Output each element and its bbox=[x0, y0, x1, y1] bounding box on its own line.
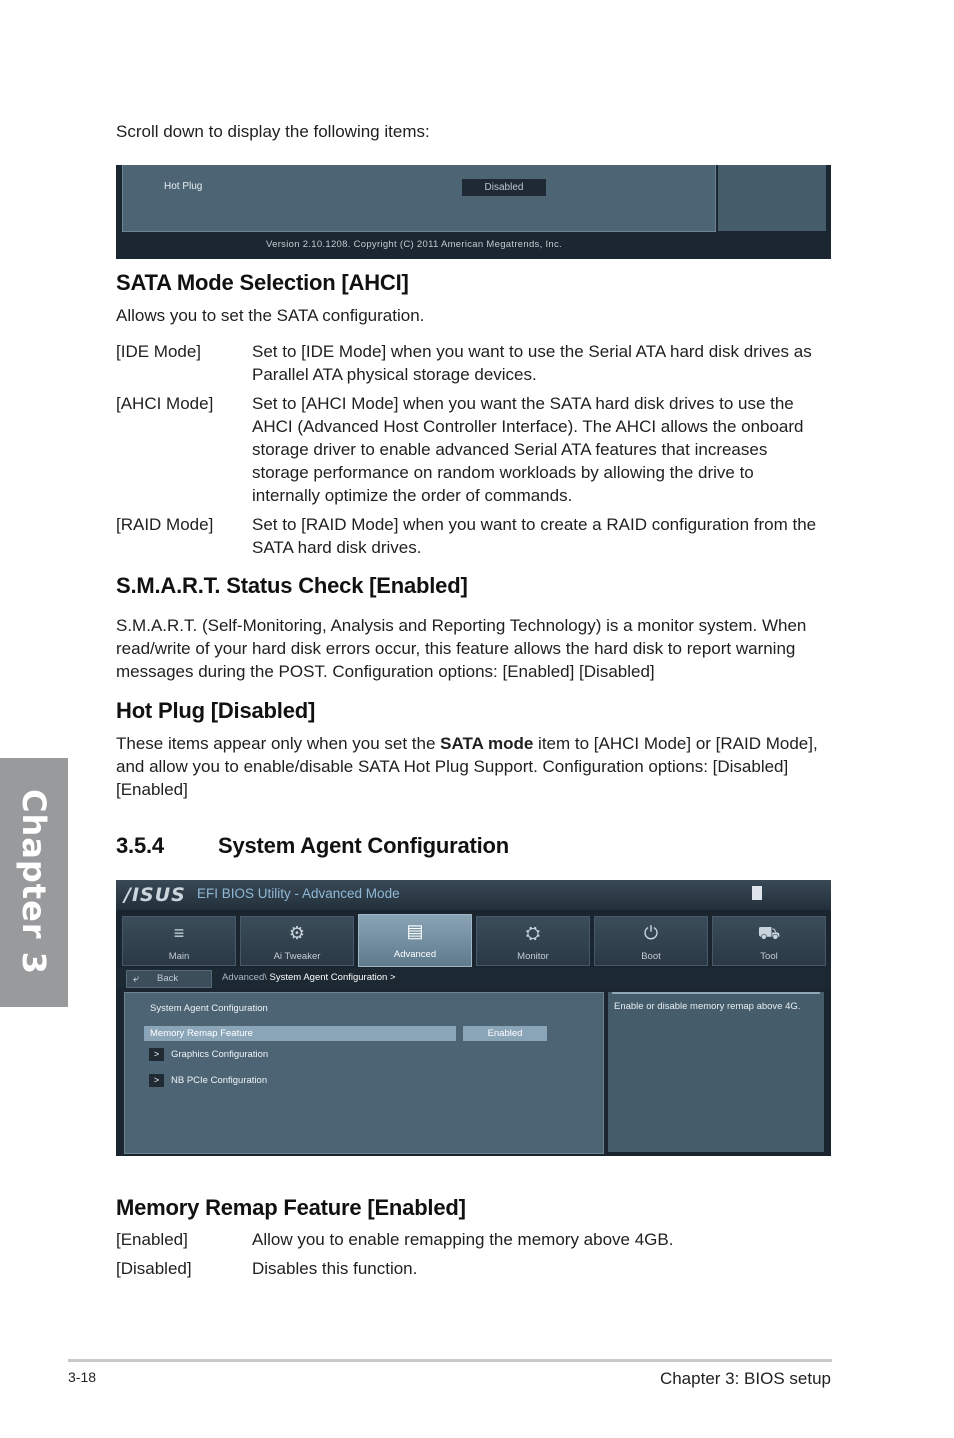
tab-label: Advanced bbox=[393, 949, 437, 960]
tab-advanced[interactable] bbox=[358, 914, 472, 967]
tab-main[interactable] bbox=[122, 916, 236, 966]
memory-remap-value[interactable]: Enabled bbox=[463, 1026, 547, 1041]
option-key: [Disabled] bbox=[116, 1259, 192, 1278]
option-key: [AHCI Mode] bbox=[116, 394, 214, 413]
memory-remap-item[interactable] bbox=[144, 1026, 456, 1041]
breadcrumb-parent[interactable]: Advanced\ bbox=[222, 972, 267, 983]
main-menu-icon: ≡ bbox=[173, 923, 185, 943]
bios-help-panel bbox=[608, 992, 824, 1152]
option-desc-line: SATA hard disk drives. bbox=[252, 538, 422, 557]
sata-mode-heading: SATA Mode Selection [AHCI] bbox=[116, 270, 409, 295]
monitor-icon: ⛭ bbox=[525, 923, 541, 943]
hot-plug-desc-line: and allow you to enable/disable SATA Hot Plug Support. Configuration options: [Disabled] bbox=[116, 757, 789, 776]
bios-screenshot-hotplug bbox=[116, 165, 831, 259]
bold-term: SATA mode bbox=[440, 734, 534, 753]
hot-plug-heading: Hot Plug [Disabled] bbox=[116, 698, 316, 723]
bios-screenshot-system-agent bbox=[116, 880, 831, 1156]
option-desc-line: Parallel ATA physical storage devices. bbox=[252, 365, 537, 384]
memory-remap-heading: Memory Remap Feature [Enabled] bbox=[116, 1195, 466, 1220]
option-desc-line: storage performance on random workloads by allowing the drive to bbox=[252, 463, 754, 482]
section-number: 3.5.4 bbox=[116, 833, 164, 858]
submenu-arrow-icon: > bbox=[149, 1074, 164, 1087]
back-label: Back bbox=[157, 973, 179, 984]
hot-plug-desc-line: [Enabled] bbox=[116, 780, 188, 799]
option-desc-line: Set to [AHCI Mode] when you want the SATA hard disk drives to use the bbox=[252, 394, 794, 413]
smart-desc-line: S.M.A.R.T. (Self-Monitoring, Analysis and Reporting Technology) is a monitor system. When bbox=[116, 616, 807, 635]
tab-tool[interactable] bbox=[712, 916, 826, 966]
intro-text: Scroll down to display the following items: bbox=[116, 122, 430, 141]
option-desc-line: internally optimize the order of commands. bbox=[252, 486, 573, 505]
hot-plug-desc-line bbox=[116, 732, 836, 755]
tweaker-icon: ⚙ bbox=[288, 923, 306, 943]
page-number: 3-18 bbox=[68, 1369, 97, 1385]
tab-label: Main bbox=[168, 951, 190, 962]
submenu-arrow-icon: > bbox=[149, 1048, 164, 1061]
tab-ai-tweaker[interactable] bbox=[240, 916, 354, 966]
submenu-label: Graphics Configuration bbox=[171, 1049, 269, 1060]
option-enabled bbox=[116, 1228, 832, 1251]
help-divider bbox=[612, 992, 820, 994]
breadcrumb-current: System Agent Configuration > bbox=[269, 972, 396, 983]
sata-mode-desc: Allows you to set the SATA configuration. bbox=[116, 306, 425, 325]
bios-help-panel bbox=[718, 165, 826, 231]
option-desc bbox=[252, 513, 832, 559]
option-desc-line: Set to [RAID Mode] when you want to create a RAID configuration from the bbox=[252, 515, 817, 534]
exit-icon[interactable] bbox=[752, 886, 762, 900]
option-desc bbox=[252, 392, 832, 507]
smart-heading: S.M.A.R.T. Status Check [Enabled] bbox=[116, 573, 468, 598]
footer-chapter-title: Chapter 3: BIOS setup bbox=[659, 1369, 831, 1388]
asus-logo: /ISUS bbox=[124, 884, 186, 906]
back-button[interactable] bbox=[126, 970, 212, 988]
option-desc-line: AHCI (Advanced Host Controller Interface). The AHCI allows the onboard bbox=[252, 417, 804, 436]
option-desc: Allow you to enable remapping the memory above 4GB. bbox=[252, 1230, 674, 1249]
option-desc bbox=[252, 340, 832, 386]
power-icon: ⏻ bbox=[643, 923, 659, 943]
smart-desc-line: messages during the POST. Configuration options: [Enabled] [Disabled] bbox=[116, 662, 655, 681]
advanced-icon: ▤ bbox=[406, 921, 424, 941]
hot-plug-desc bbox=[116, 732, 836, 801]
option-ahci-mode bbox=[116, 392, 832, 507]
breadcrumb bbox=[222, 972, 396, 983]
tab-label: Monitor bbox=[517, 951, 549, 962]
option-desc: Disables this function. bbox=[252, 1259, 418, 1278]
footer-divider bbox=[68, 1359, 832, 1362]
option-key: [RAID Mode] bbox=[116, 515, 214, 534]
submenu-label: NB PCIe Configuration bbox=[171, 1075, 268, 1086]
back-arrow-icon: ⤶ bbox=[133, 973, 140, 985]
item-label: Memory Remap Feature bbox=[150, 1028, 253, 1039]
option-disabled bbox=[116, 1257, 832, 1280]
option-desc-line: Set to [IDE Mode] when you want to use the Serial ATA hard disk drives as bbox=[252, 342, 812, 361]
bios-version-text: Version 2.10.1208. Copyright (C) 2011 American Megatrends, Inc. bbox=[266, 239, 562, 250]
bios-settings-panel bbox=[124, 992, 604, 1154]
option-key: [IDE Mode] bbox=[116, 342, 202, 361]
help-text: Enable or disable memory remap above 4G. bbox=[614, 1001, 801, 1012]
tab-monitor[interactable] bbox=[476, 916, 590, 966]
tool-icon: ⛟ bbox=[757, 923, 781, 943]
section-label: System Agent Configuration bbox=[150, 1003, 268, 1014]
option-desc-line: storage driver to enable advanced Serial ATA features that increases bbox=[252, 440, 768, 459]
bios-title: EFI BIOS Utility - Advanced Mode bbox=[197, 886, 400, 901]
text-run: These items appear only when you set the bbox=[116, 734, 441, 753]
bios-item-hot-plug-value[interactable]: Disabled bbox=[462, 179, 546, 196]
text-run: item to [AHCI Mode] or [RAID Mode], bbox=[533, 734, 818, 753]
tab-label: Boot bbox=[641, 951, 661, 962]
bios-settings-panel bbox=[122, 165, 716, 232]
bios-item-hot-plug[interactable]: Hot Plug bbox=[164, 181, 203, 192]
smart-desc bbox=[116, 614, 832, 683]
tab-label: Ai Tweaker bbox=[273, 951, 321, 962]
option-key: [Enabled] bbox=[116, 1230, 188, 1249]
option-ide-mode bbox=[116, 340, 832, 386]
chapter-tab-label: Chapter 3 bbox=[15, 789, 53, 975]
tab-boot[interactable] bbox=[594, 916, 708, 966]
chapter-side-tab bbox=[0, 758, 68, 1007]
smart-desc-line: read/write of your hard disk errors occur, this feature allows the hard disk to report warning bbox=[116, 639, 796, 658]
section-title: System Agent Configuration bbox=[218, 833, 509, 858]
option-raid-mode bbox=[116, 513, 832, 559]
tab-label: Tool bbox=[760, 951, 778, 962]
